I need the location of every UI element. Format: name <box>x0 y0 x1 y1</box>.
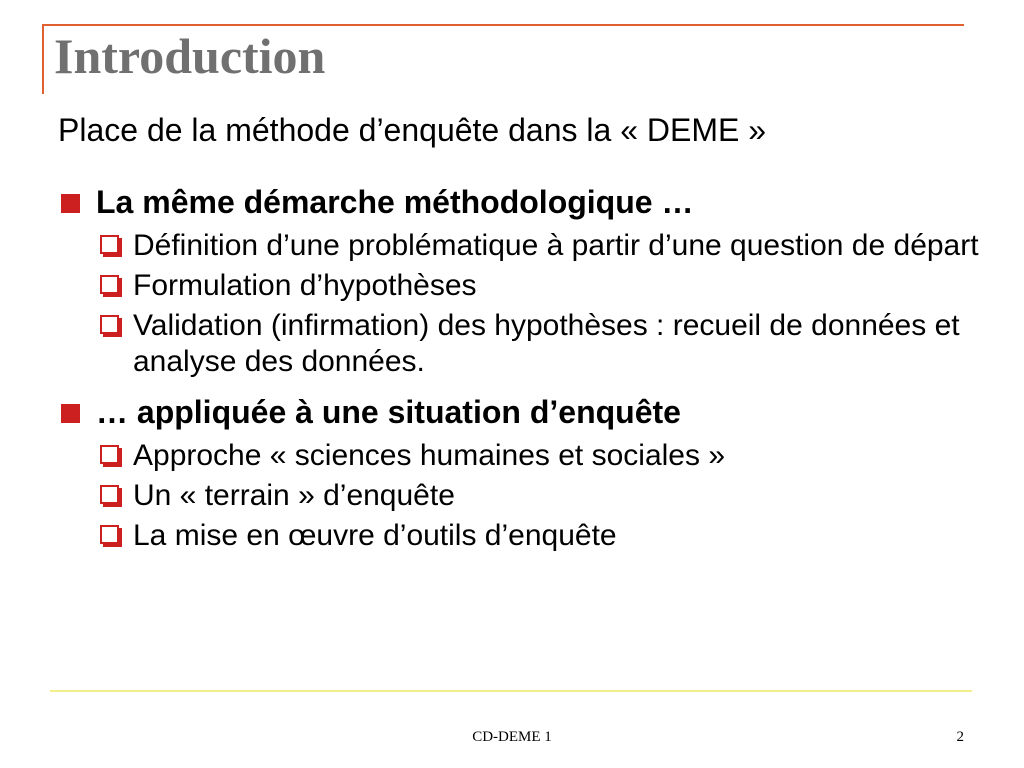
checkbox-bullet-icon <box>100 525 119 544</box>
slide-title: Introduction <box>54 28 326 84</box>
list-item-text: Approche « sciences humaines et sociales » <box>133 439 726 472</box>
square-bullet-icon <box>61 194 80 213</box>
list-item-text: Validation (infirmation) des hypothèses : recueil de données et analyse des données. <box>133 309 960 378</box>
title-frame-left <box>42 24 44 94</box>
list-item <box>58 518 1009 554</box>
footer-divider <box>50 690 972 692</box>
list-item-text: Un « terrain » d’enquête <box>133 479 455 512</box>
checkbox-bullet-icon <box>100 315 119 334</box>
list-item <box>58 308 1009 380</box>
footer-label: CD-DEME 1 <box>472 729 552 745</box>
section-heading-text: … appliquée à une situation d’enquête <box>96 394 681 430</box>
list-item-text: Définition d’une problématique à partir d’une question de départ <box>133 229 979 262</box>
list-item-text: La mise en œuvre d’outils d’enquête <box>133 519 617 552</box>
section-heading-text: La même démarche méthodologique … <box>96 184 694 220</box>
list-item <box>58 438 1009 474</box>
checkbox-bullet-icon <box>100 445 119 464</box>
slide-content <box>58 180 1018 564</box>
list-item <box>58 478 1009 514</box>
list-item <box>58 228 1009 264</box>
checkbox-bullet-icon <box>100 235 119 254</box>
page-number: 2 <box>956 729 964 745</box>
checkbox-bullet-icon <box>100 485 119 504</box>
section-2 <box>58 390 1018 554</box>
checkbox-bullet-icon <box>100 275 119 294</box>
list-item <box>58 268 1009 304</box>
section-heading <box>58 180 1018 224</box>
section-heading <box>58 390 1018 434</box>
section-1 <box>58 180 1018 380</box>
list-item-text: Formulation d’hypothèses <box>133 269 477 302</box>
slide-subtitle: Place de la méthode d’enquête dans la « DEME » <box>58 112 767 148</box>
square-bullet-icon <box>61 404 80 423</box>
